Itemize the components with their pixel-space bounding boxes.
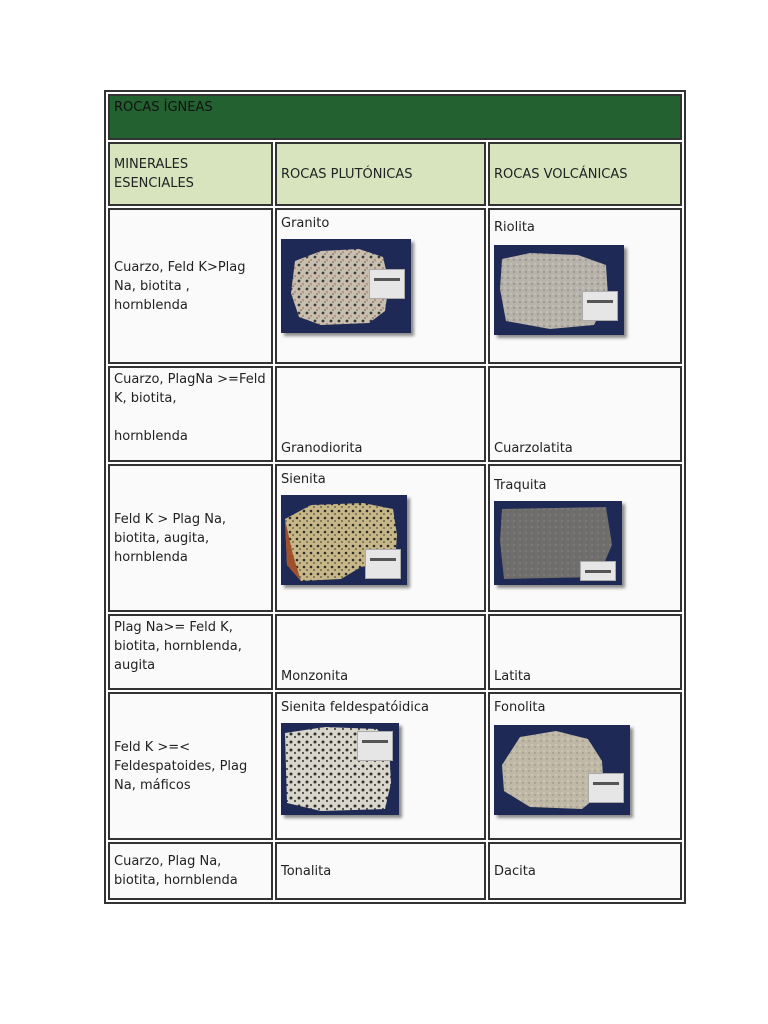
minerals-cell: Feld K > Plag Na, biotita, augita, hornblenda xyxy=(108,464,273,612)
sienita-feldespatoidica-rock-photo xyxy=(281,723,399,815)
minerals-cell xyxy=(108,366,273,462)
plutonic-cell xyxy=(275,464,486,612)
minerals-cell: Cuarzo, Feld K>Plag Na, biotita , hornblenda xyxy=(108,208,273,364)
traquita-rock-photo xyxy=(494,501,622,585)
plutonic-cell: Monzonita xyxy=(275,614,486,690)
minerals-cell: Feld K >=< Feldespatoides, Plag Na, máficos xyxy=(108,692,273,840)
plutonic-cell: Granodiorita xyxy=(275,366,486,462)
volcanic-cell xyxy=(488,692,682,840)
minerals-cell: Plag Na>= Feld K, biotita, hornblenda, augita xyxy=(108,614,273,690)
volcanic-cell xyxy=(488,208,682,364)
header-volcanicas: ROCAS VOLCÁNICAS xyxy=(488,142,682,206)
rock-name: Granito xyxy=(281,216,330,231)
igneous-rocks-table xyxy=(104,90,686,904)
plutonic-cell xyxy=(275,208,486,364)
minerals-line: Cuarzo, PlagNa >=Feld K, biotita, xyxy=(114,372,266,406)
rock-name: Sienita xyxy=(281,472,326,487)
volcanic-cell: Cuarzolatita xyxy=(488,366,682,462)
rock-name: Riolita xyxy=(494,220,535,235)
sienita-rock-photo xyxy=(281,495,407,585)
rock-name: Fonolita xyxy=(494,700,546,715)
plutonic-cell: Tonalita xyxy=(275,842,486,900)
minerals-cell: Cuarzo, Plag Na, biotita, hornblenda xyxy=(108,842,273,900)
minerals-line: hornblenda xyxy=(114,429,188,444)
granito-rock-photo xyxy=(281,239,411,333)
header-minerales: MINERALES ESENCIALES xyxy=(108,142,273,206)
volcanic-cell: Latita xyxy=(488,614,682,690)
table-title: ROCAS ÍGNEAS xyxy=(108,94,682,140)
riolita-rock-photo xyxy=(494,245,624,335)
rock-name: Traquita xyxy=(494,478,547,493)
header-plutonicas: ROCAS PLUTÓNICAS xyxy=(275,142,486,206)
rock-name: Sienita feldespatóidica xyxy=(281,700,429,715)
volcanic-cell xyxy=(488,464,682,612)
plutonic-cell xyxy=(275,692,486,840)
volcanic-cell: Dacita xyxy=(488,842,682,900)
fonolita-rock-photo xyxy=(494,725,630,815)
